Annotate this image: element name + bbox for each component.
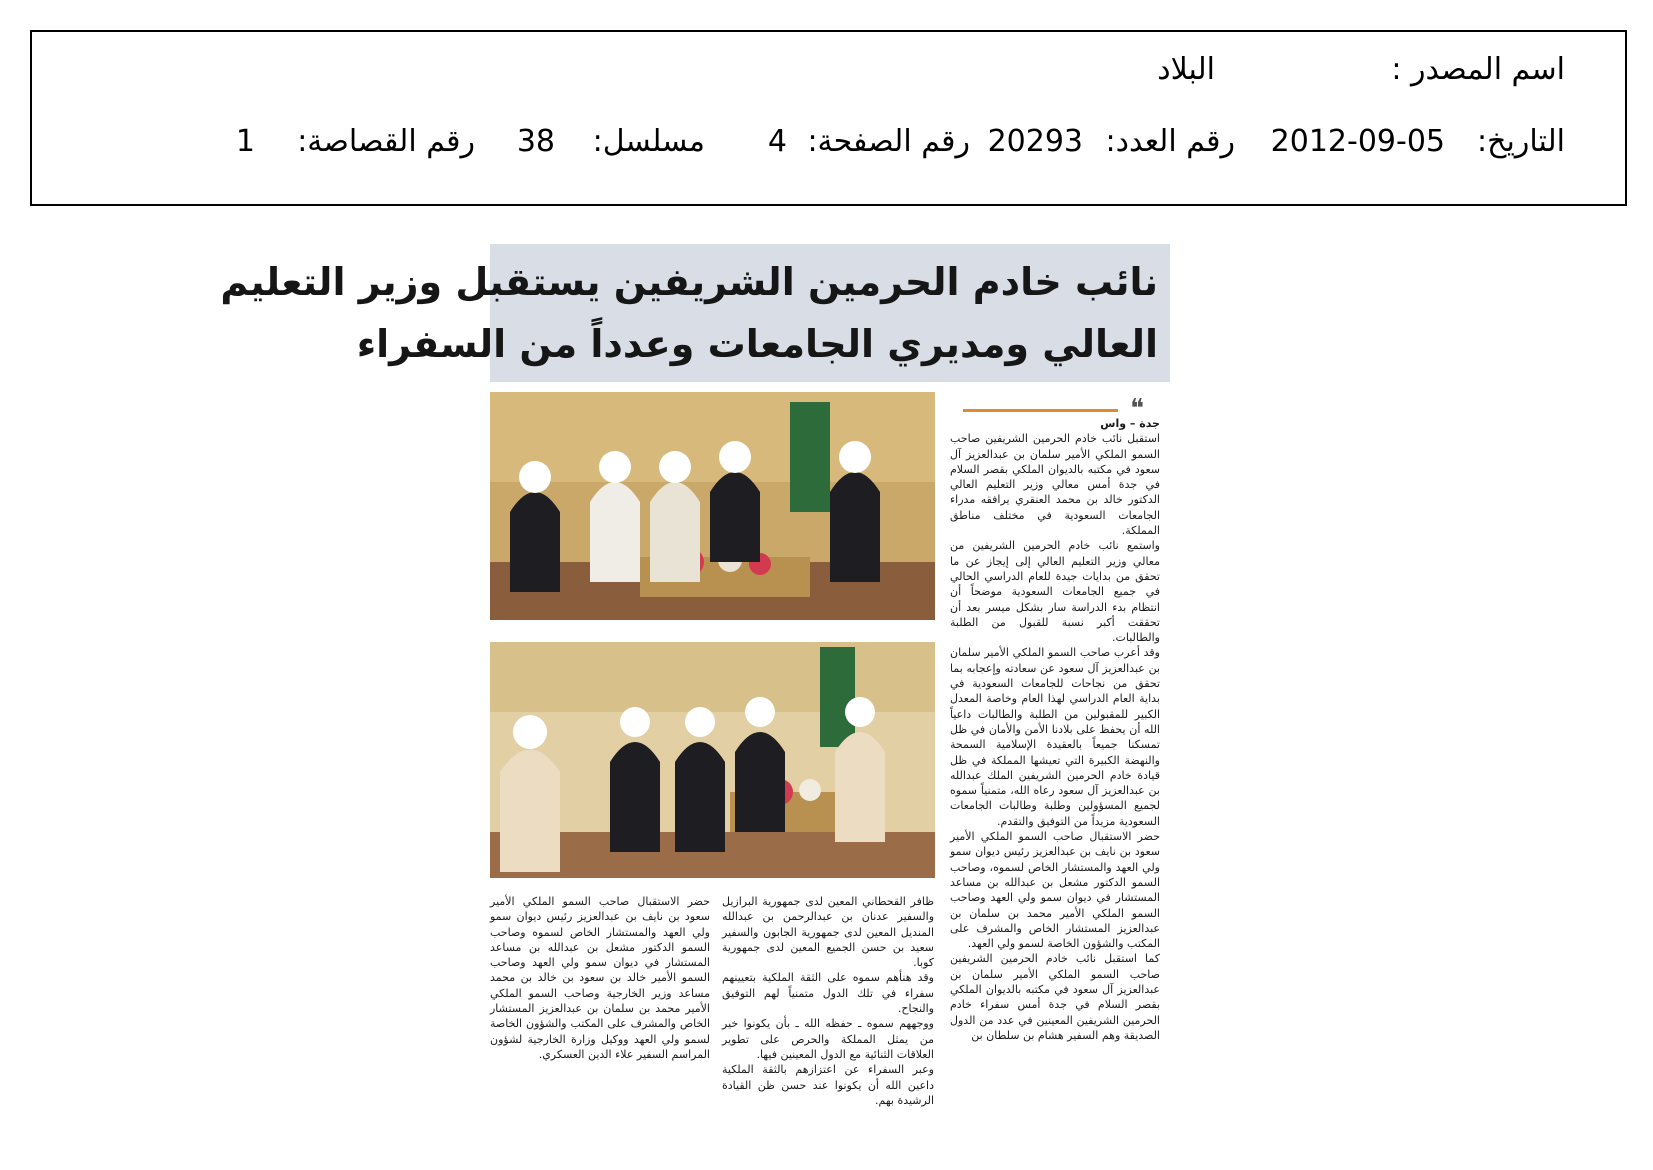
clip-label: رقم القصاصة: <box>297 124 475 159</box>
serial-value: 38 <box>516 124 555 159</box>
headline-line-1: نائب خادم الحرمين الشريفين يستقبل وزير التعليم <box>220 260 1158 304</box>
meeting-photo-2-illustration <box>490 642 935 878</box>
col1-paragraph-3: وقد أعرب صاحب السمو الملكي الأمير سلمان بن عبدالعزيز آل سعود عن سعادته وإعجابه بما تحقق من نجاحات للجامعات السعودية في بداية العام الدراسي لهذا العام وخاصة المعدل الكبير للمقبولين من الطلبة والطالبات داعياً الله أن يحفظ على بلادنا الأمن والأمان في ظل تمسكنا جميعاً بالعقيدة الإسلامية السمحة والنهضة الكبيرة التي تعيشها المملكة في ظل قيادة خادم الحرمين الشريفين الملك عبدالله بن عبدالعزيز آل سعود رعاه الله، متمنياً سموه لجميع المسؤولين وطلبة وطالبات الجامعات السعودية مزيداً من التوفيق والتقدم. <box>950 646 1160 828</box>
decorative-rule <box>963 409 1118 412</box>
col3-paragraph-1: حضر الاستقبال صاحب السمو الملكي الأمير سعود بن نايف بن عبدالعزيز رئيس ديوان سمو ولي العهد والمستشار الخاص لسموه وصاحب السمو الدكتور مشعل بن عبدالله بن مساعد المستشار في ديوان سمو ولي العهد وصاحب السمو الأمير خالد بن سعود بن خالد بن محمد مساعد وزير الخارجية وصاحب السمو الملكي الأمير محمد بن سلمان بن عبدالعزيز المستشار الخاص والمشرف على المكتب والشؤون الخاصة لسمو ولي العهد ووكيل وزارة الخارجية لشؤون المراسم السفير علاء الدين العسكري. <box>490 895 710 1061</box>
col2-paragraph-3: ووجههم سموه ـ حفظه الله ـ بأن يكونوا خير من يمثل المملكة والحرص على تطوير العلاقات الثنائية مع الدول المعينين فيها. <box>722 1017 934 1061</box>
source-value: البلاد <box>1157 52 1215 87</box>
page-value: 4 <box>767 124 787 159</box>
source-label: اسم المصدر : <box>1391 52 1565 87</box>
col1-paragraph-4: حضر الاستقبال صاحب السمو الملكي الأمير سعود بن نايف بن عبدالعزيز رئيس ديوان سمو ولي العهد والمستشار الخاص لسموه، وصاحب السمو الدكتور مشعل بن عبدالله بن مساعد المستشار في ديوان سمو ولي العهد وصاحب السمو الملكي الأمير محمد بن سلمان بن عبدالعزيز المستشار الخاص والمشرف على المكتب والشؤون الخاصة لسمو ولي العهد. <box>950 830 1160 951</box>
serial-label: مسلسل: <box>592 124 705 159</box>
issue-value: 20293 <box>987 124 1083 159</box>
article-column-1 <box>950 416 1160 1043</box>
date-value: 2012-09-05 <box>1270 124 1445 159</box>
col1-paragraph-5: كما استقبل نائب خادم الحرمين الشريفين صاحب السمو الملكي الأمير سلمان بن عبدالعزيز آل سعود في مكتبه بالديوان الملكي بقصر السلام في جدة أمس سفراء خادم الحرمين الشريفين المعينين في عدد من الدول الصديقة وهم السفير هشام بن سلطان بن <box>950 952 1160 1042</box>
col2-paragraph-4: وعبر السفراء عن اعتزازهم بالثقة الملكية داعين الله أن يكونوا عند حسن ظن القيادة الرشيدة بهم. <box>722 1063 934 1107</box>
issue-label: رقم العدد: <box>1105 124 1235 159</box>
headline-band <box>220 244 1170 382</box>
newspaper-clipping <box>220 244 1160 1154</box>
meeting-photo-1-illustration <box>490 392 935 620</box>
col1-paragraph-2: واستمع نائب خادم الحرمين الشريفين من معالي وزير التعليم العالي إلى إيجاز عن ما تحقق من بدايات جيدة للعام الدراسي الحالي في جميع الجامعات السعودية موضحاً أن انتظام بدء الدراسة سار بشكل ميسر بعد أن تحققت أكبر نسبة للقبول من الطلبة والطالبات. <box>950 539 1160 645</box>
headline-line-2: العالي ومديري الجامعات وعدداً من السفراء <box>356 322 1158 366</box>
meeting-photo-2 <box>490 642 935 878</box>
article-column-3 <box>490 894 710 1062</box>
col2-paragraph-1: ظافر القحطاني المعين لدى جمهورية البرازيل والسفير عدنان بن عبدالرحمن بن عبدالله المنديل المعين لدى جمهورية الجابون والسفير سعيد بن حسن الجميع المعين لدى جمهورية كوبا. <box>722 895 934 970</box>
date-label: التاريخ: <box>1477 124 1565 159</box>
clip-value: 1 <box>235 124 255 159</box>
page-label: رقم الصفحة: <box>807 124 970 159</box>
col1-paragraph-1: استقبل نائب خادم الحرمين الشريفين صاحب السمو الملكي الأمير سلمان بن عبدالعزيز آل سعود في مكتبه بالديوان الملكي بقصر السلام في جدة أمس معالي وزير التعليم العالي الدكتور خالد بن محمد العنقري يرافقه مدراء الجامعات السعودية في مختلف مناطق المملكة. <box>950 432 1160 538</box>
col2-paragraph-2: وقد هنأهم سموه على الثقة الملكية بتعيينهم سفراء في تلك الدول متمنياً لهم التوفيق والنجاح. <box>722 971 934 1016</box>
article-dateline: جدة – واس <box>1100 417 1160 430</box>
clipping-metadata-box <box>30 30 1627 206</box>
meeting-photo-1 <box>490 392 935 620</box>
article-column-2 <box>722 894 934 1108</box>
quote-mark-icon: ❝ <box>1130 394 1144 424</box>
